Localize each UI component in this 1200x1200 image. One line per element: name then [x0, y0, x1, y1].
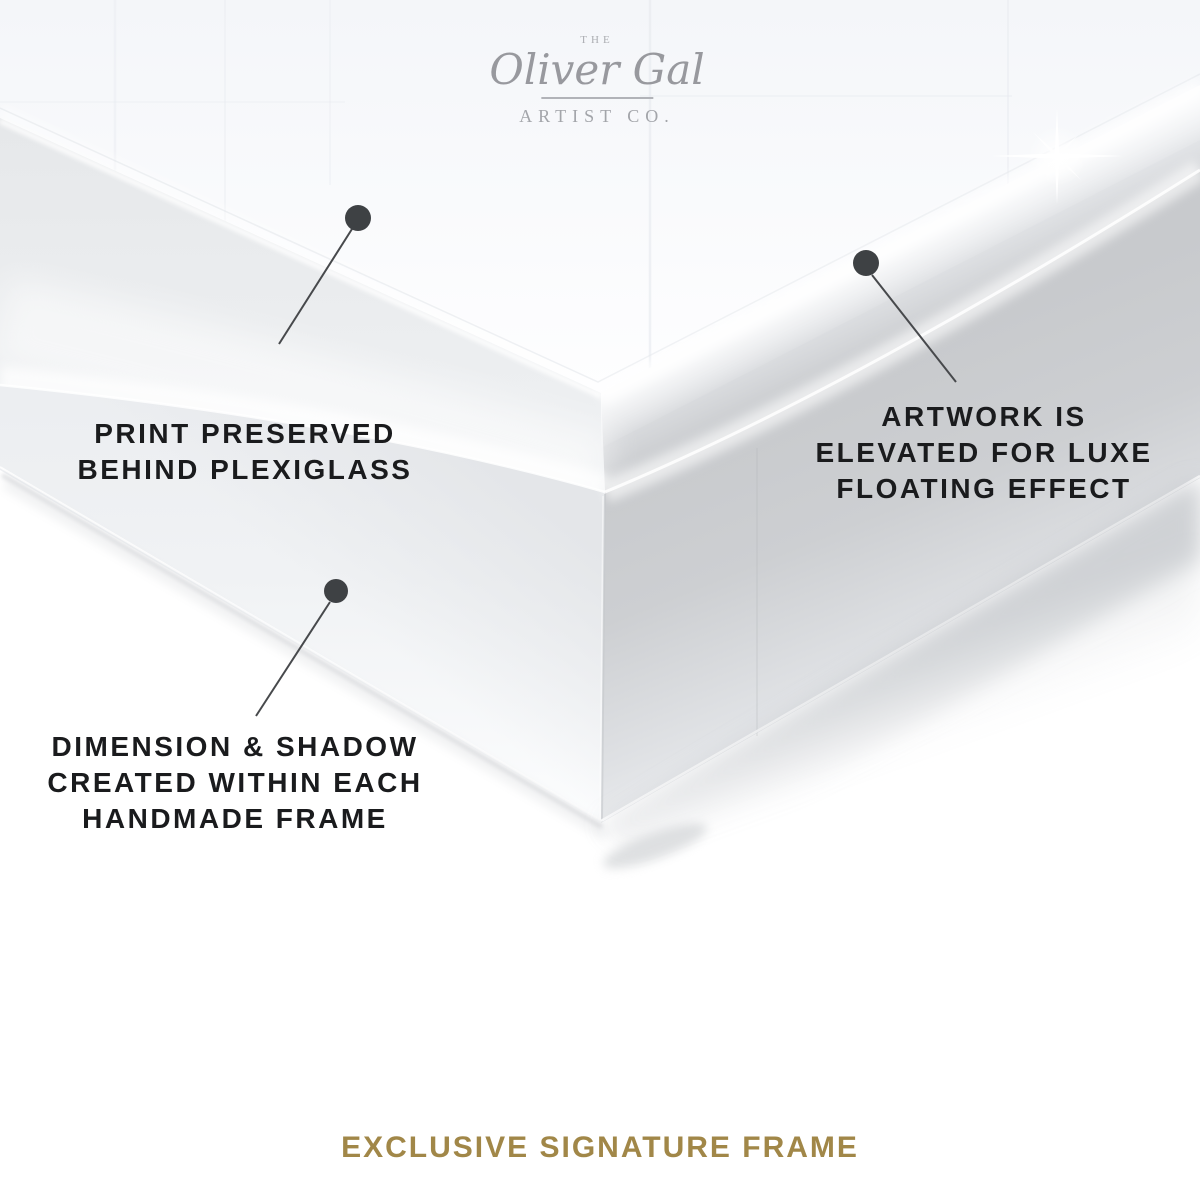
brand-name: Oliver Gal	[489, 45, 705, 94]
brand-subtitle: ARTIST CO.	[519, 106, 675, 126]
brand-the: THE	[580, 34, 614, 46]
callout-dot	[853, 250, 879, 276]
callout-dot	[345, 205, 371, 231]
annotation-floating	[784, 399, 1184, 507]
callout-dot	[324, 579, 348, 603]
annotation-plexiglass	[35, 416, 455, 488]
annotation-line: CREATED WITHIN EACH	[47, 767, 423, 798]
annotation-line: BEHIND PLEXIGLASS	[77, 454, 413, 485]
annotation-line: PRINT PRESERVED	[94, 418, 396, 449]
annotation-line: HANDMADE FRAME	[82, 803, 388, 834]
annotation-line: ARTWORK IS	[881, 401, 1087, 432]
annotation-line: FLOATING EFFECT	[836, 473, 1132, 504]
footer-tagline: EXCLUSIVE SIGNATURE FRAME	[341, 1131, 859, 1164]
annotation-line: ELEVATED FOR LUXE	[815, 437, 1153, 468]
brand-rule	[541, 97, 653, 99]
annotation-handmade	[25, 729, 445, 837]
brand-logo	[489, 34, 704, 127]
annotation-line: DIMENSION & SHADOW	[51, 731, 419, 762]
